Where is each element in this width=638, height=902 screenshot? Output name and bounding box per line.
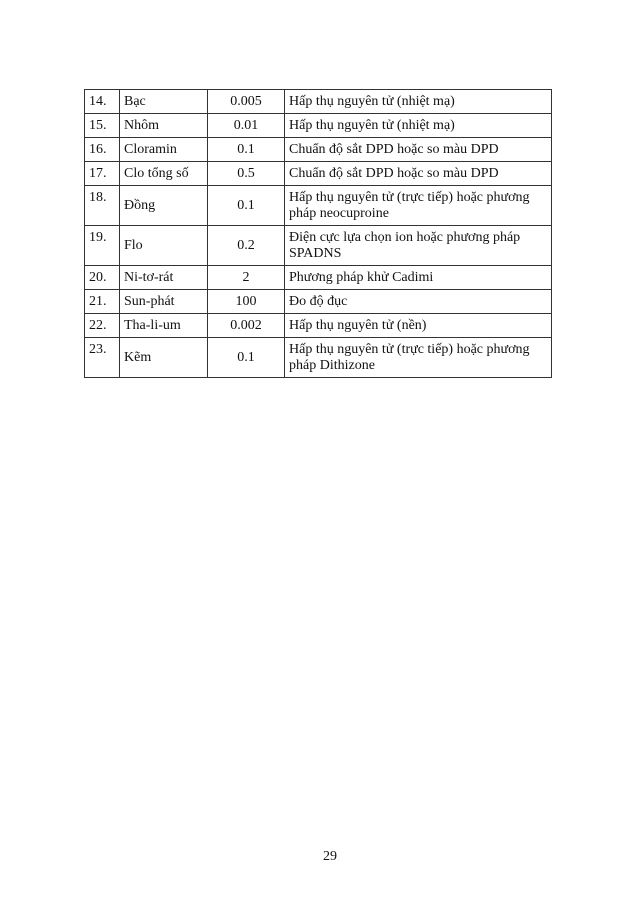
limit-value: 0.1	[208, 338, 285, 378]
parameter-name: Nhôm	[120, 114, 208, 138]
analysis-method: Điện cực lựa chọn ion hoặc phương pháp SPADNS	[285, 226, 552, 266]
analysis-method: Hấp thụ nguyên tử (trực tiếp) hoặc phương pháp neocuproine	[285, 186, 552, 226]
analysis-method: Hấp thụ nguyên tử (nhiệt mạ)	[285, 114, 552, 138]
table-row	[85, 114, 552, 138]
table-row	[85, 266, 552, 290]
limit-value: 2	[208, 266, 285, 290]
parameters-table	[84, 89, 552, 378]
analysis-method: Chuẩn độ sắt DPD hoặc so màu DPD	[285, 138, 552, 162]
table-row	[85, 162, 552, 186]
limit-value: 100	[208, 290, 285, 314]
table-row	[85, 226, 552, 266]
row-number: 15.	[85, 114, 120, 138]
parameter-name: Kẽm	[120, 338, 208, 378]
limit-value: 0.01	[208, 114, 285, 138]
page-number: 29	[323, 849, 337, 864]
parameter-name: Ni-tơ-rát	[120, 266, 208, 290]
table-row	[85, 314, 552, 338]
parameter-name: Đồng	[120, 186, 208, 226]
analysis-method: Đo độ đục	[285, 290, 552, 314]
table-row	[85, 290, 552, 314]
analysis-method: Phương pháp khử Cadimi	[285, 266, 552, 290]
analysis-method: Hấp thụ nguyên tử (nền)	[285, 314, 552, 338]
row-number: 20.	[85, 266, 120, 290]
analysis-method: Hấp thụ nguyên tử (nhiệt mạ)	[285, 90, 552, 114]
parameter-name: Cloramin	[120, 138, 208, 162]
row-number: 18.	[85, 186, 120, 226]
parameter-name: Tha-li-um	[120, 314, 208, 338]
limit-value: 0.002	[208, 314, 285, 338]
table-row	[85, 186, 552, 226]
row-number: 22.	[85, 314, 120, 338]
table-row	[85, 90, 552, 114]
limit-value: 0.1	[208, 186, 285, 226]
analysis-method: Hấp thụ nguyên tử (trực tiếp) hoặc phương pháp Dithizone	[285, 338, 552, 378]
row-number: 14.	[85, 90, 120, 114]
row-number: 17.	[85, 162, 120, 186]
row-number: 23.	[85, 338, 120, 378]
parameter-name: Sun-phát	[120, 290, 208, 314]
table-row	[85, 338, 552, 378]
limit-value: 0.005	[208, 90, 285, 114]
parameter-name: Flo	[120, 226, 208, 266]
parameter-name: Clo tổng số	[120, 162, 208, 186]
row-number: 16.	[85, 138, 120, 162]
limit-value: 0.1	[208, 138, 285, 162]
analysis-method: Chuẩn độ sắt DPD hoặc so màu DPD	[285, 162, 552, 186]
table-row	[85, 138, 552, 162]
row-number: 19.	[85, 226, 120, 266]
limit-value: 0.2	[208, 226, 285, 266]
row-number: 21.	[85, 290, 120, 314]
limit-value: 0.5	[208, 162, 285, 186]
parameter-name: Bạc	[120, 90, 208, 114]
